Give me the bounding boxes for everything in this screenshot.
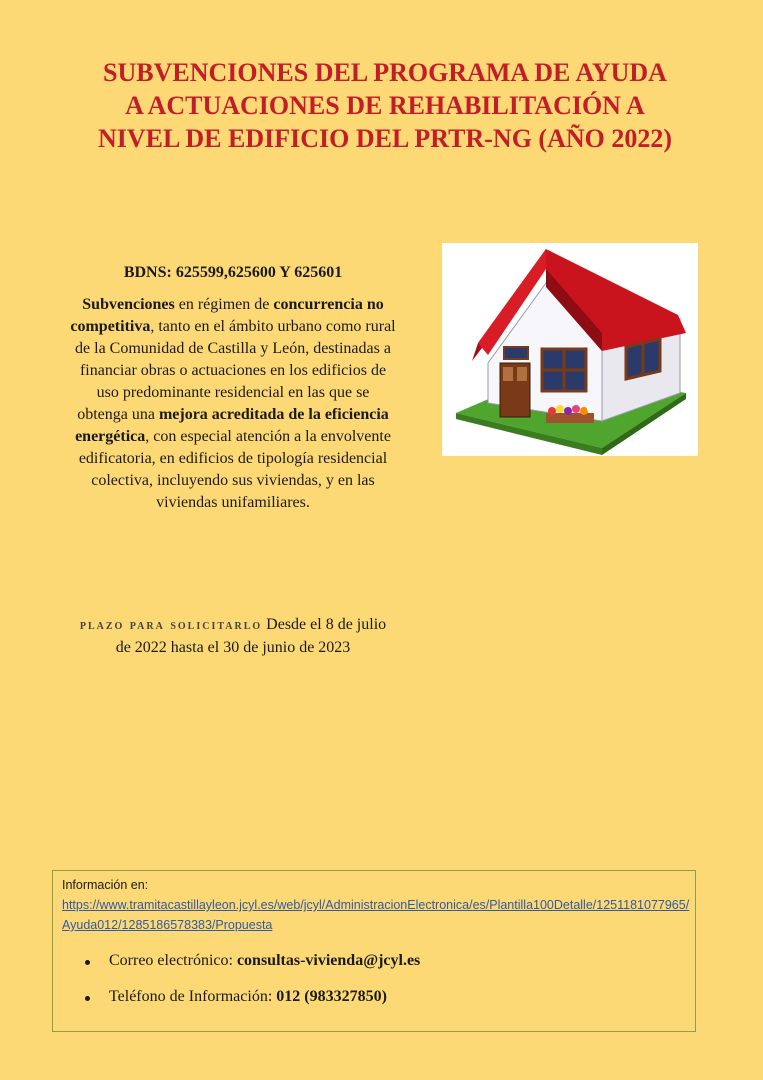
info-box — [52, 870, 696, 1032]
description — [70, 294, 396, 514]
desc-text-3: , con especial atención a la envolvente edificatoria, en edificios de tipología residencial colectiva, incluyendo sus viviendas, y en las viviendas unifamiliares. — [78, 428, 391, 511]
phone-label: Teléfono de Información: — [109, 988, 277, 1005]
desc-bold-1: Subvenciones — [82, 296, 175, 313]
contact-phone-item — [83, 985, 420, 1021]
desc-text-2: , tanto en el ámbito urbano como rural de la Comunidad de Castilla y León, destinadas a financiar obras o actuaciones en los edificios de uso predominante residencial en las que se obtenga una — [75, 318, 396, 423]
phone-value: 012 (983327850) — [276, 988, 387, 1005]
email-value[interactable]: consultas-vivienda@jcyl.es — [236, 952, 421, 969]
contact-email-item — [83, 949, 420, 985]
info-link[interactable]: https://www.tramitacastillayleon.jcyl.es/web/jcyl/AdministracionElectronica/es/Plantilla100Detalle/1251181077965/Ayuda012/1285186578383/Propuesta — [62, 898, 690, 932]
desc-bold-2: concurrencia no competitiva — [70, 296, 384, 335]
desc-text-1: en régimen de — [174, 296, 274, 313]
page-title — [60, 56, 710, 155]
contact-list — [83, 949, 420, 1021]
title-line-2: A ACTUACIONES DE REHABILITACIÓN A — [125, 91, 645, 120]
email-label: Correo electrónico: — [109, 952, 237, 969]
info-label: Información en: — [62, 878, 149, 892]
desc-bold-3: mejora acreditada de la eficiencia energética — [75, 406, 389, 445]
deadline-label: plazo para solicitarlo — [79, 618, 263, 633]
bdns-code: BDNS: 625599,625600 Y 625601 — [123, 264, 343, 281]
summary-block — [70, 262, 396, 514]
house-icon — [442, 243, 698, 456]
title-line-1: SUBVENCIONES DEL PROGRAMA DE AYUDA — [103, 58, 667, 87]
deadline-block — [72, 614, 394, 659]
deadline-text: Desde el 8 de julio de 2022 hasta el 30 de junio de 2023 — [115, 616, 387, 656]
title-line-3: NIVEL DE EDIFICIO DEL PRTR-NG (AÑO 2022) — [97, 124, 673, 153]
